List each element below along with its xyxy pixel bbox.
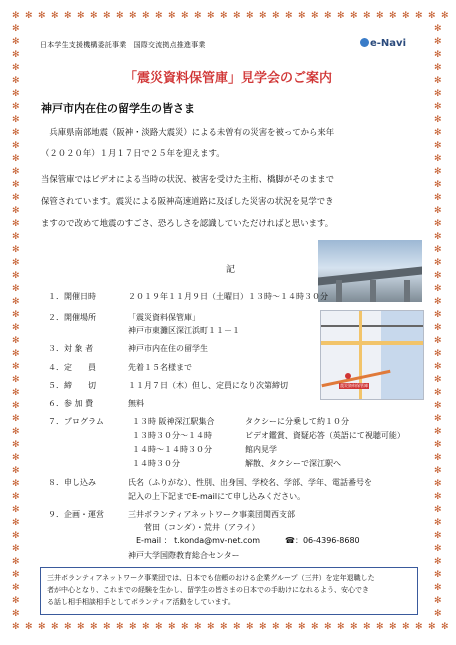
border-ornament: ✻	[129, 622, 137, 632]
border-ornament: ✻	[194, 11, 202, 21]
border-ornament: ✻	[434, 349, 442, 359]
border-ornament: ✻	[434, 583, 442, 593]
border-ornament: ✻	[434, 50, 442, 60]
ki-heading: 記	[226, 265, 236, 275]
border-ornament: ✻	[12, 180, 20, 190]
border-ornament: ✻	[415, 11, 423, 21]
border-ornament: ✻	[12, 466, 20, 476]
intro-line-2: （２０２０年）１月１７日で２５年を迎えます。	[41, 148, 225, 158]
detail-label: プログラム	[64, 417, 104, 426]
border-ornament: ✻	[12, 11, 20, 21]
border-ornament: ✻	[25, 11, 33, 21]
border-ornament: ✻	[12, 219, 20, 229]
border-ornament: ✻	[434, 102, 442, 112]
border-ornament: ✻	[12, 193, 20, 203]
logo-text: e-Navi	[370, 38, 406, 49]
intro-line-4: 保管されています。震災による阪神高速道路に及ぼした災害の状況を見学でき	[41, 196, 334, 206]
border-ornament: ✻	[337, 622, 345, 632]
detail-num: ７．	[48, 417, 64, 426]
border-ornament: ✻	[12, 349, 20, 359]
border-ornament: ✻	[350, 622, 358, 632]
detail-num: ６．	[48, 399, 64, 408]
border-ornament: ✻	[428, 622, 436, 632]
border-ornament: ✻	[434, 284, 442, 294]
detail-label: 対 象 者	[64, 344, 94, 353]
border-ornament: ✻	[12, 271, 20, 281]
logo-globe-icon	[360, 38, 369, 47]
border-ornament: ✻	[434, 154, 442, 164]
border-ornament: ✻	[434, 414, 442, 424]
detail-label: 締 切	[64, 381, 96, 390]
intro-line-1: 兵庫県南部地震（阪神・淡路大震災）による未曽有の災害を被ってから来年	[41, 127, 335, 137]
border-ornament: ✻	[272, 11, 280, 21]
location-pin-icon	[345, 373, 351, 379]
border-ornament: ✻	[434, 63, 442, 73]
border-ornament: ✻	[324, 622, 332, 632]
border-ornament: ✻	[12, 609, 20, 619]
contact-email[interactable]: E-mail ： t.konda@mv-net.com	[136, 536, 261, 545]
border-ornament: ✻	[181, 11, 189, 21]
border-ornament: ✻	[12, 89, 20, 99]
border-ornament: ✻	[324, 11, 332, 21]
border-ornament: ✻	[12, 24, 20, 34]
detail-label: 開催場所	[64, 313, 96, 322]
border-ornament: ✻	[12, 115, 20, 125]
border-ornament: ✻	[434, 570, 442, 580]
access-map	[320, 310, 424, 400]
border-ornament: ✻	[142, 622, 150, 632]
border-ornament: ✻	[434, 440, 442, 450]
border-ornament: ✻	[12, 544, 20, 554]
border-ornament: ✻	[12, 414, 20, 424]
contact-names: 菅田（コンダ）・荒井（アライ）	[144, 523, 260, 532]
border-ornament: ✻	[12, 362, 20, 372]
detail-value: 「震災資料保管庫」	[128, 313, 200, 322]
border-ornament: ✻	[116, 622, 124, 632]
border-ornament: ✻	[259, 622, 267, 632]
program-time: １４時～１４時３０分	[132, 445, 212, 454]
enavi-logo	[360, 38, 430, 52]
border-ornament: ✻	[12, 388, 20, 398]
border-ornament: ✻	[12, 505, 20, 515]
border-ornament: ✻	[434, 362, 442, 372]
border-ornament: ✻	[155, 11, 163, 21]
border-ornament: ✻	[51, 11, 59, 21]
highway-photo	[318, 240, 422, 302]
border-ornament: ✻	[415, 622, 423, 632]
footer-box	[40, 567, 418, 615]
border-ornament: ✻	[434, 76, 442, 86]
border-ornament: ✻	[434, 609, 442, 619]
detail-num: ５．	[48, 381, 64, 390]
header-sponsor-text: 日本学生支援機構委託事業 国際交流拠点推進事業	[40, 41, 206, 49]
border-ornament: ✻	[12, 323, 20, 333]
program-desc: ビデオ鑑賞、資疑応答（英語にて視聴可能）	[245, 431, 405, 440]
border-ornament: ✻	[207, 622, 215, 632]
border-ornament: ✻	[434, 323, 442, 333]
border-ornament: ✻	[337, 11, 345, 21]
border-ornament: ✻	[434, 297, 442, 307]
border-ornament: ✻	[77, 11, 85, 21]
contact-tel: ☎：06-4396-8680	[285, 536, 360, 545]
footer-line-2: 者が中心となり、これまでの経験を生かし、留学生の皆さまの日本での手助けになれるよう、安心でき	[47, 586, 369, 594]
border-ornament: ✻	[434, 37, 442, 47]
program-desc: 館内見学	[245, 445, 277, 454]
border-ornament: ✻	[116, 11, 124, 21]
border-ornament: ✻	[434, 453, 442, 463]
border-ornament: ✻	[434, 596, 442, 606]
border-ornament: ✻	[103, 622, 111, 632]
program-time: １４時３０分	[132, 459, 180, 468]
program-time: １３時 阪神深江駅集合	[132, 417, 215, 426]
detail-label: 定 員	[64, 363, 96, 372]
border-ornament: ✻	[434, 375, 442, 385]
border-ornament: ✻	[434, 557, 442, 567]
border-ornament: ✻	[12, 167, 20, 177]
border-ornament: ✻	[434, 505, 442, 515]
border-ornament: ✻	[376, 11, 384, 21]
border-ornament: ✻	[246, 622, 254, 632]
border-ornament: ✻	[12, 128, 20, 138]
border-ornament: ✻	[25, 622, 33, 632]
border-ornament: ✻	[434, 336, 442, 346]
border-ornament: ✻	[12, 258, 20, 268]
border-ornament: ✻	[38, 11, 46, 21]
border-ornament: ✻	[12, 206, 20, 216]
detail-value: 神戸市東灘区深江浜町１１－１	[128, 326, 240, 335]
border-ornament: ✻	[181, 622, 189, 632]
border-ornament: ✻	[12, 596, 20, 606]
border-ornament: ✻	[12, 622, 20, 632]
border-ornament: ✻	[168, 622, 176, 632]
border-ornament: ✻	[12, 310, 20, 320]
border-ornament: ✻	[12, 37, 20, 47]
border-ornament: ✻	[434, 531, 442, 541]
border-ornament: ✻	[441, 622, 449, 632]
border-ornament: ✻	[311, 11, 319, 21]
detail-value: 三井ボランティアネットワーク事業団関西支部	[128, 510, 296, 519]
border-ornament: ✻	[434, 141, 442, 151]
detail-num: ３．	[48, 344, 64, 353]
border-ornament: ✻	[259, 11, 267, 21]
border-ornament: ✻	[434, 219, 442, 229]
footer-line-1: 三井ボランティアネットワーク事業団では、日本でも信頼のおける企業グループ（三井）を定年退職した	[47, 574, 375, 582]
border-ornament: ✻	[434, 544, 442, 554]
border-ornament: ✻	[285, 622, 293, 632]
detail-value: 神戸市内在住の留学生	[128, 344, 208, 353]
border-ornament: ✻	[12, 557, 20, 567]
border-ornament: ✻	[434, 24, 442, 34]
border-ornament: ✻	[402, 622, 410, 632]
border-ornament: ✻	[12, 518, 20, 528]
border-ornament: ✻	[12, 583, 20, 593]
border-ornament: ✻	[12, 492, 20, 502]
border-ornament: ✻	[434, 492, 442, 502]
program-time: １３時３０分～１４時	[132, 431, 212, 440]
border-ornament: ✻	[233, 11, 241, 21]
border-ornament: ✻	[12, 245, 20, 255]
border-ornament: ✻	[434, 427, 442, 437]
intro-line-3: 当保管庫ではビデオによる当時の状況、被害を受けた主桁、橋脚がそのままで	[41, 174, 334, 184]
border-ornament: ✻	[363, 11, 371, 21]
border-ornament: ✻	[90, 11, 98, 21]
border-ornament: ✻	[246, 11, 254, 21]
border-ornament: ✻	[12, 50, 20, 60]
detail-num: ４．	[48, 363, 64, 372]
border-ornament: ✻	[12, 76, 20, 86]
program-desc: タクシーに分乗して約１０分	[245, 417, 349, 426]
border-ornament: ✻	[38, 622, 46, 632]
border-ornament: ✻	[12, 154, 20, 164]
border-ornament: ✻	[12, 401, 20, 411]
detail-label: 開催日時	[64, 292, 96, 301]
detail-num: ９．	[48, 510, 64, 519]
detail-num: １．	[48, 292, 64, 301]
border-ornament: ✻	[207, 11, 215, 21]
border-ornament: ✻	[434, 245, 442, 255]
detail-value: 記入の上下記までE-mailにて申し込みください。	[128, 492, 306, 501]
detail-value: ２０１９年１１月９日（土曜日）１３時～１４時３０分	[128, 292, 328, 301]
border-ornament: ✻	[220, 622, 228, 632]
border-ornament: ✻	[77, 622, 85, 632]
map-label: 震災資料保管庫	[340, 383, 368, 388]
border-ornament: ✻	[441, 11, 449, 21]
border-ornament: ✻	[363, 622, 371, 632]
border-ornament: ✻	[12, 531, 20, 541]
border-ornament: ✻	[220, 11, 228, 21]
detail-label: 企画・運営	[64, 510, 104, 519]
program-desc: 解散、タクシーで深江駅へ	[245, 459, 341, 468]
border-ornament: ✻	[389, 622, 397, 632]
border-ornament: ✻	[168, 11, 176, 21]
border-ornament: ✻	[12, 479, 20, 489]
border-ornament: ✻	[233, 622, 241, 632]
border-ornament: ✻	[12, 232, 20, 242]
border-ornament: ✻	[12, 141, 20, 151]
border-ornament: ✻	[311, 622, 319, 632]
detail-label: 申し込み	[64, 478, 96, 487]
intro-line-5: ますので改めて地震のすごさ、恐ろしさを認識していただければと思います。	[41, 218, 334, 228]
border-ornament: ✻	[434, 518, 442, 528]
border-ornament: ✻	[434, 167, 442, 177]
border-ornament: ✻	[434, 310, 442, 320]
detail-num: ８．	[48, 478, 64, 487]
border-ornament: ✻	[12, 440, 20, 450]
detail-value: 先着１５名様まで	[128, 363, 192, 372]
detail-value: 無料	[128, 399, 144, 408]
greeting: 神戸市内在住の留学生の皆さま	[41, 102, 195, 115]
border-ornament: ✻	[285, 11, 293, 21]
border-ornament: ✻	[64, 622, 72, 632]
border-ornament: ✻	[428, 11, 436, 21]
border-ornament: ✻	[12, 375, 20, 385]
border-ornament: ✻	[103, 11, 111, 21]
border-ornament: ✻	[12, 570, 20, 580]
border-ornament: ✻	[434, 232, 442, 242]
detail-num: ２．	[48, 313, 64, 322]
detail-value: 氏名（ふりがな）、性別、出身国、学校名、学部、学年、電話番号を	[128, 478, 372, 487]
border-ornament: ✻	[12, 336, 20, 346]
detail-value: １１月７日（木）但し、定員になり次第締切	[128, 381, 288, 390]
border-ornament: ✻	[298, 622, 306, 632]
border-ornament: ✻	[376, 622, 384, 632]
border-ornament: ✻	[90, 622, 98, 632]
border-ornament: ✻	[64, 11, 72, 21]
detail-label: 参 加 費	[64, 399, 94, 408]
border-ornament: ✻	[12, 427, 20, 437]
border-ornament: ✻	[434, 271, 442, 281]
border-ornament: ✻	[350, 11, 358, 21]
border-ornament: ✻	[434, 128, 442, 138]
border-ornament: ✻	[12, 63, 20, 73]
border-ornament: ✻	[434, 115, 442, 125]
border-ornament: ✻	[434, 193, 442, 203]
border-ornament: ✻	[142, 11, 150, 21]
footer-line-3: る話し相手相談相手としてボランティア活動をしています。	[47, 598, 235, 606]
border-ornament: ✻	[434, 89, 442, 99]
border-ornament: ✻	[12, 102, 20, 112]
border-ornament: ✻	[194, 622, 202, 632]
border-ornament: ✻	[434, 258, 442, 268]
border-ornament: ✻	[434, 479, 442, 489]
cooperating-org: 神戸大学国際教育総合センター	[128, 551, 240, 560]
border-ornament: ✻	[12, 284, 20, 294]
border-ornament: ✻	[434, 388, 442, 398]
border-ornament: ✻	[434, 466, 442, 476]
border-ornament: ✻	[298, 11, 306, 21]
page-title: 「震災資料保管庫」見学会のご案内	[123, 71, 332, 86]
border-ornament: ✻	[434, 206, 442, 216]
border-ornament: ✻	[51, 622, 59, 632]
border-ornament: ✻	[155, 622, 163, 632]
border-ornament: ✻	[12, 453, 20, 463]
border-ornament: ✻	[389, 11, 397, 21]
border-ornament: ✻	[12, 297, 20, 307]
border-ornament: ✻	[434, 180, 442, 190]
border-ornament: ✻	[129, 11, 137, 21]
border-ornament: ✻	[272, 622, 280, 632]
border-ornament: ✻	[434, 401, 442, 411]
border-ornament: ✻	[402, 11, 410, 21]
